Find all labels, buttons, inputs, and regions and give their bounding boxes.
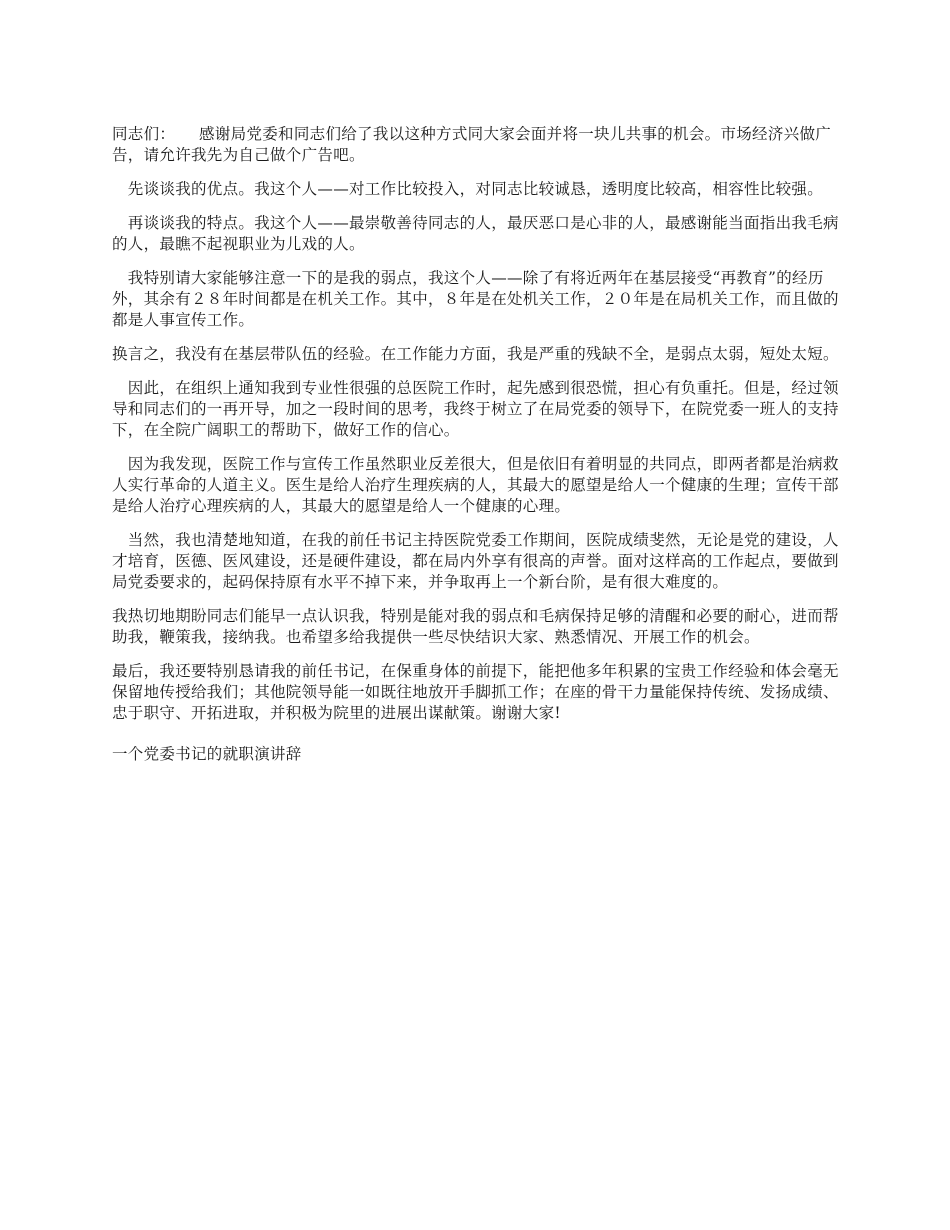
paragraph-of-course: 当然，我也清楚地知道，在我的前任书记主持医院党委工作期间，医院成绩斐然，无论是党的建设，人才培育，医德、医风建设，还是硬件建设，都在局内外享有很高的声誉。面对这样高的工作起点，要做到局党委要求的，起码保持原有水平不掉下来，并争取再上一个新台阶，是有很大难度的。 (112, 531, 839, 591)
paragraph-hope: 我热切地期盼同志们能早一点认识我，特别是能对我的弱点和毛病保持足够的清醒和必要的耐心，进而帮助我，鞭策我，接纳我。也希望多给我提供一些尽快结识大家、熟悉情况、开展工作的机会。 (112, 607, 839, 646)
paragraph-weaknesses: 我特别请大家能够注意一下的是我的弱点，我这个人——除了有将近两年在基层接受“再教育”的经历外，其余有２８年时间都是在机关工作。其中，８年是在处机关工作，２０年是在局机关工作，而且做的都是人事宣传工作。 (112, 269, 839, 329)
paragraph-finally: 最后，我还要特别恳请我的前任书记，在保重身体的前提下，能把他多年积累的宝贵工作经验和体会毫无保留地传授给我们；其他院领导能一如既往地放开手脚抓工作；在座的骨干力量能保持传统、发扬成绩、忠于职守、开拓进取，并积极为院里的进展出谋献策。谢谢大家! (112, 662, 839, 722)
paragraph-greeting: 同志们： 感谢局党委和同志们给了我以这种方式同大家会面并将一块儿共事的机会。市场经济兴做广告，请允许我先为自己做个广告吧。 (112, 125, 832, 164)
paragraph-therefore: 因此，在组织上通知我到专业性很强的总医院工作时，起先感到很恐慌，担心有负重托。但是，经过领导和同志们的一再开导，加之一段时间的思考，我终于树立了在局党委的领导下，在院党委一班人的支持下，在全院广阔职工的帮助下，做好工作的信心。 (112, 379, 839, 439)
paragraph-discovery: 因为我发现，医院工作与宣传工作虽然职业反差很大，但是依旧有着明显的共同点，即两者都是治病救人实行革命的人道主义。医生是给人治疗生理疾病的人，其最大的愿望是给人一个健康的生理；宣传干部是给人治疗心理疾病的人，其最大的愿望是给人一个健康的心理。 (112, 455, 839, 515)
document-title-footer: 一个党委书记的就职演讲辞 (112, 745, 302, 763)
paragraph-in-other-words: 换言之，我没有在基层带队伍的经验。在工作能力方面，我是严重的残缺不全，是弱点太弱，短处太短。 (112, 345, 839, 363)
document-body (112, 124, 840, 778)
paragraph-strengths: 先谈谈我的优点。我这个人——对工作比较投入，对同志比较诚恳，透明度比较高，相容性比较强。 (112, 180, 824, 198)
paragraph-traits: 再谈谈我的特点。我这个人——最崇敬善待同志的人，最厌恶口是心非的人，最感谢能当面指出我毛病的人，最瞧不起视职业为儿戏的人。 (112, 214, 839, 253)
